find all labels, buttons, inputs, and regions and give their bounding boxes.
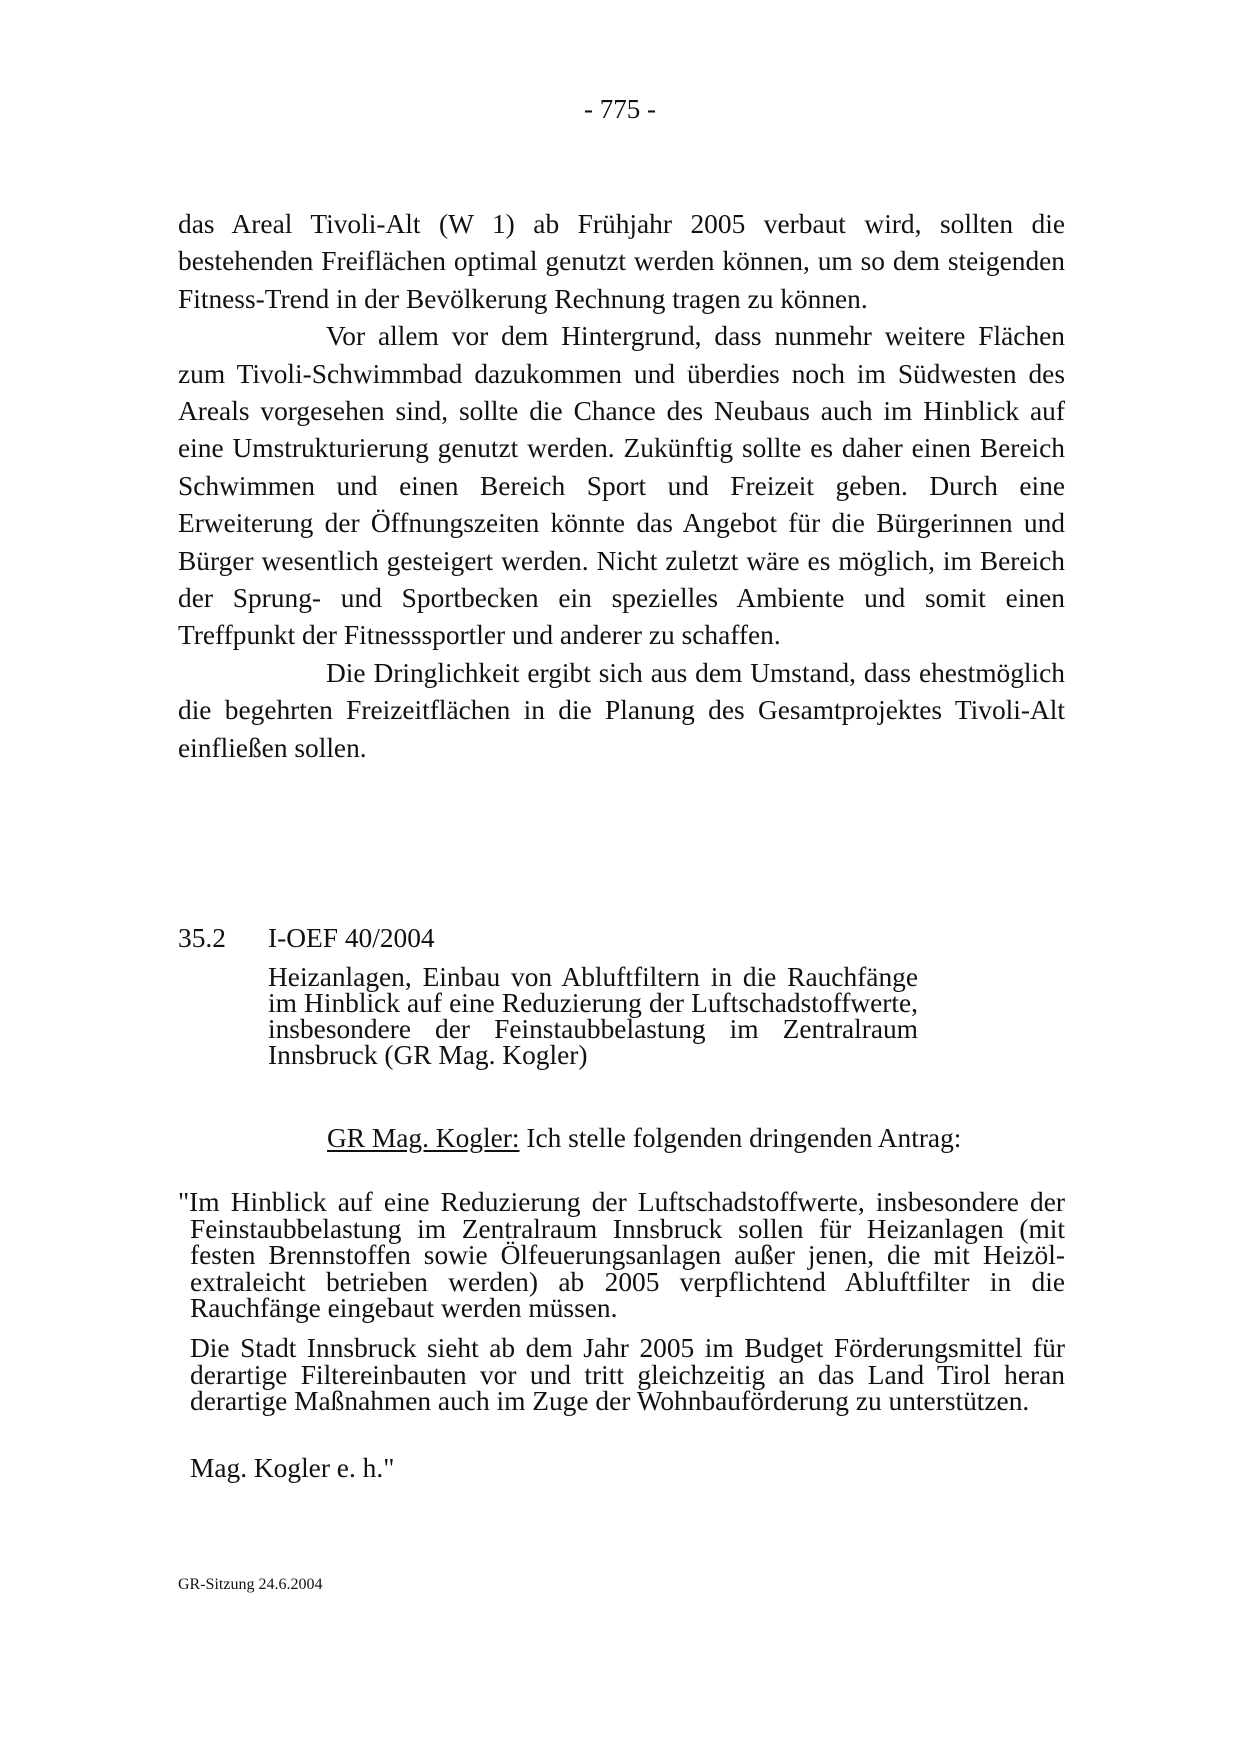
item-code: I-OEF 40/2004 [268, 923, 435, 953]
motion-paragraph-1-block [178, 1189, 1065, 1322]
motion-signature: Mag. Kogler e. h." [190, 1453, 395, 1483]
item-number: 35.2 [178, 923, 226, 953]
speaker-name: GR Mag. Kogler: [327, 1123, 520, 1153]
motion-signature-block [190, 1455, 1065, 1482]
motion-paragraph-1: "Im Hinblick auf eine Reduzierung der Luftschadstoffwerte, insbesondere der Feinstaubbelastung im Zentralraum Innsbruck sollen für Heizanlagen (mit festen Brennstoffen sowie Ölfeuerungsanlagen außer jenen, die mit Heizöl-extraleicht betrieben werden) ab 2005 verpflichtend Abluftfilter in die Rauchfänge eingebaut werden müssen. [178, 1187, 1065, 1323]
motion-paragraph-2: Die Stadt Innsbruck sieht ab dem Jahr 2005 im Budget Förderungsmittel für derartige Filtereinbauten vor und tritt gleichzeitig an das Land Tirol heran derartige Maßnahmen auch im Zuge der Wohnbauförderung zu unterstützen. [190, 1333, 1065, 1416]
speaker-line [327, 1121, 961, 1155]
body-text [178, 206, 1065, 767]
motion-paragraph-2-block [190, 1335, 1065, 1415]
body-paragraph-1: das Areal Tivoli-Alt (W 1) ab Frühjahr 2005 verbaut wird, sollten die bestehenden Freiflächen optimal genutzt werden können, um so dem steigenden Fitness-Trend in der Bevölkerung Rechnung tragen zu können. [178, 209, 1065, 314]
speaker-statement: Ich stelle folgenden dringenden Antrag: [519, 1123, 962, 1153]
item-title: Heizanlagen, Einbau von Abluftfiltern in die Rauchfänge im Hinblick auf eine Reduzierung der Luftschadstoffwerte, insbesondere der Feinstaubbelastung im Zentralraum Innsbruck (GR Mag. Kogler) [268, 962, 918, 1070]
body-paragraph-2: Vor allem vor dem Hintergrund, dass nunmehr weitere Flächen zum Tivoli-Schwimmbad dazukommen und überdies noch im Südwesten des Areals vorgesehen sind, sollte die Chance des Neubaus auch im Hinblick auf eine Umstrukturierung genutzt werden. Zukünftig sollte es daher einen Bereich Schwimmen und einen Bereich Sport und Freizeit geben. Durch eine Erweiterung der Öffnungszeiten könnte das Angebot für die Bürgerinnen und Bürger wesentlich gesteigert werden. Nicht zuletzt wäre es möglich, im Bereich der Sprung- und Sportbecken ein spezielles Ambiente und somit einen Treffpunkt der Fitnesssportler und anderer zu schaffen. [178, 321, 1065, 651]
footer-session-date: GR-Sitzung 24.6.2004 [178, 1576, 323, 1593]
page-number: - 775 - [584, 94, 656, 124]
body-paragraph-3: Die Dringlichkeit ergibt sich aus dem Umstand, dass ehestmöglich die begehrten Freizeitflächen in die Planung des Gesamtprojektes Tivoli-Alt einfließen sollen. [178, 657, 1065, 763]
